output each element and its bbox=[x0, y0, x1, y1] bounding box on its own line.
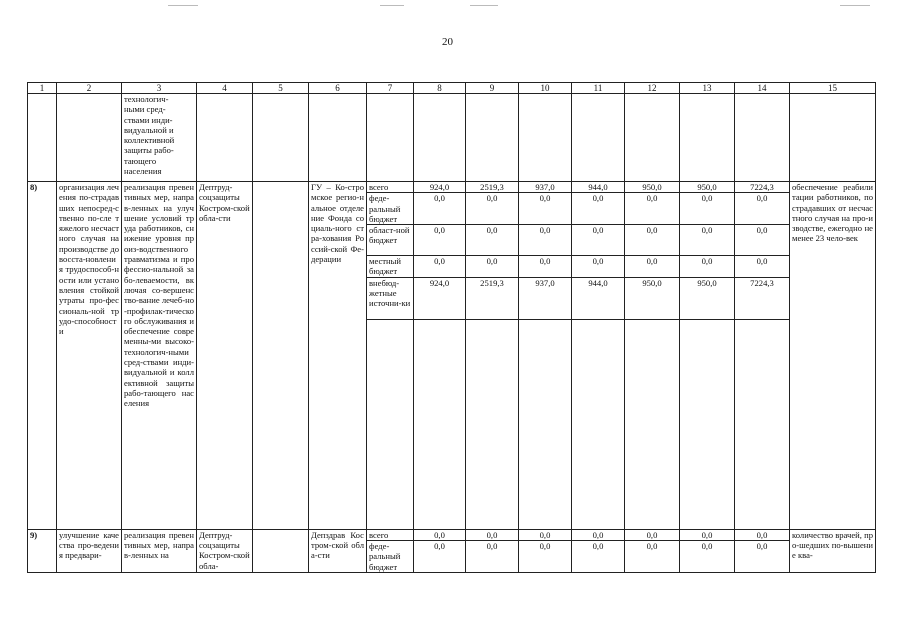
executor-text: ГУ – Ко-стромское регио-нальное отделение Фонда социаль-ного стра-хования Россий-ской Фе-дерации bbox=[309, 182, 367, 530]
scan-top-line bbox=[470, 5, 498, 6]
column-number: 15 bbox=[790, 83, 876, 94]
continuation-row bbox=[28, 94, 876, 182]
column-number-row bbox=[28, 83, 876, 94]
value-cell: 0,0 bbox=[625, 541, 680, 573]
activity-text: улучшение качества про-ведения предвари- bbox=[57, 529, 122, 572]
continuation-result-text: технологич- ными сред- ствами инди- видуальной и коллективной защиты рабо- тающего населения bbox=[122, 94, 197, 182]
value-cell: 0,0 bbox=[735, 541, 790, 573]
table-row bbox=[28, 182, 876, 193]
activity-text: организация лечения по-страдавших непосред-ственно по-сле тяжелого несчастного случая на производстве до восста-новления трудоспособ-ности или установления стойкой утраты про-фессиональ-ной трудо-способности bbox=[57, 182, 122, 530]
column-number: 1 bbox=[28, 83, 57, 94]
scan-top-line bbox=[168, 5, 198, 6]
value-cell: 950,0 bbox=[625, 277, 680, 319]
funding-source: местный бюджет bbox=[367, 256, 414, 278]
funding-source: област-ной бюджет bbox=[367, 225, 414, 256]
funding-source: всего bbox=[367, 182, 414, 193]
value-cell: 0,0 bbox=[680, 225, 735, 256]
value-cell: 924,0 bbox=[414, 182, 466, 193]
result-text: реализация превентивных мер, направ-ленных на bbox=[122, 529, 197, 572]
table-row bbox=[28, 529, 876, 540]
value-cell: 0,0 bbox=[519, 193, 572, 225]
value-cell: 0,0 bbox=[572, 529, 625, 540]
value-cell: 0,0 bbox=[680, 541, 735, 573]
value-cell: 0,0 bbox=[466, 541, 519, 573]
column-number: 11 bbox=[572, 83, 625, 94]
funding-source: внебюд-жетные источни-ки bbox=[367, 277, 414, 319]
value-cell: 0,0 bbox=[519, 529, 572, 540]
value-cell: 944,0 bbox=[572, 182, 625, 193]
value-cell: 7224,3 bbox=[735, 182, 790, 193]
value-cell: 0,0 bbox=[572, 541, 625, 573]
column-number: 12 bbox=[625, 83, 680, 94]
value-cell: 0,0 bbox=[414, 193, 466, 225]
value-cell: 0,0 bbox=[414, 529, 466, 540]
value-cell: 924,0 bbox=[414, 277, 466, 319]
value-cell: 0,0 bbox=[572, 256, 625, 278]
funding-source: всего bbox=[367, 529, 414, 540]
value-cell: 0,0 bbox=[625, 225, 680, 256]
value-cell: 950,0 bbox=[625, 182, 680, 193]
scan-top-line bbox=[380, 5, 404, 6]
value-cell: 0,0 bbox=[735, 193, 790, 225]
value-cell: 0,0 bbox=[572, 193, 625, 225]
value-cell: 7224,3 bbox=[735, 277, 790, 319]
value-cell: 0,0 bbox=[466, 256, 519, 278]
column-number: 2 bbox=[57, 83, 122, 94]
value-cell: 0,0 bbox=[625, 193, 680, 225]
row-number: 9) bbox=[28, 529, 57, 572]
value-cell: 0,0 bbox=[519, 256, 572, 278]
value-cell: 0,0 bbox=[572, 225, 625, 256]
value-cell: 950,0 bbox=[680, 182, 735, 193]
value-cell: 0,0 bbox=[625, 256, 680, 278]
value-cell: 937,0 bbox=[519, 182, 572, 193]
value-cell: 0,0 bbox=[519, 225, 572, 256]
row-number: 8) bbox=[28, 182, 57, 530]
column-number: 10 bbox=[519, 83, 572, 94]
value-cell: 0,0 bbox=[466, 529, 519, 540]
executor-text: Депздрав Костром-ской обла-сти bbox=[309, 529, 367, 572]
value-cell: 0,0 bbox=[680, 529, 735, 540]
value-cell: 944,0 bbox=[572, 277, 625, 319]
value-cell: 0,0 bbox=[466, 225, 519, 256]
column-number: 13 bbox=[680, 83, 735, 94]
value-cell: 0,0 bbox=[466, 193, 519, 225]
value-cell: 0,0 bbox=[414, 225, 466, 256]
value-cell: 0,0 bbox=[735, 256, 790, 278]
value-cell: 0,0 bbox=[735, 225, 790, 256]
value-cell: 0,0 bbox=[625, 529, 680, 540]
funding-source: феде-ральный бюджет bbox=[367, 193, 414, 225]
column-number: 3 bbox=[122, 83, 197, 94]
value-cell: 0,0 bbox=[680, 256, 735, 278]
column-number: 6 bbox=[309, 83, 367, 94]
scan-top-line bbox=[840, 5, 870, 6]
column-number: 14 bbox=[735, 83, 790, 94]
value-cell: 0,0 bbox=[414, 541, 466, 573]
column-5-cell bbox=[253, 182, 309, 530]
funding-source: феде-ральный бюджет bbox=[367, 541, 414, 573]
indicator-text: количество врачей, про-шедших по-вышение ква- bbox=[790, 529, 876, 572]
result-text: реализация превентивных мер, направ-ленных на улучшение условий труда работников, снижение уровня произ-водственного травматизма и профессио-нальной забо-леваемости, включая со-вершенство-вание лечеб-но-профилак-тического обслуживания и обеспечение современны-ми высоко-технологич-ными сред-ствами инди-видуальной и коллективной защиты рабо-тающего населения bbox=[122, 182, 197, 530]
value-cell: 2519,3 bbox=[466, 182, 519, 193]
value-cell: 0,0 bbox=[680, 193, 735, 225]
column-number: 8 bbox=[414, 83, 466, 94]
value-cell: 937,0 bbox=[519, 277, 572, 319]
coexecutor-text: Дептруд-соцзащиты Костром-ской обла-сти bbox=[197, 182, 253, 530]
value-cell: 0,0 bbox=[414, 256, 466, 278]
column-number: 4 bbox=[197, 83, 253, 94]
column-number: 9 bbox=[466, 83, 519, 94]
column-number: 5 bbox=[253, 83, 309, 94]
column-number: 7 bbox=[367, 83, 414, 94]
program-table bbox=[27, 82, 876, 573]
coexecutor-text: Дептруд-соцзащиты Костром-ской обла- bbox=[197, 529, 253, 572]
value-cell: 2519,3 bbox=[466, 277, 519, 319]
column-5-cell bbox=[253, 529, 309, 572]
indicator-text: обеспечение реабилитации работников, пострадавших от несчастного случая на про-изводстве, ежегодно не менее 23 чело-век bbox=[790, 182, 876, 530]
value-cell: 0,0 bbox=[735, 529, 790, 540]
value-cell: 0,0 bbox=[519, 541, 572, 573]
page-number: 20 bbox=[442, 36, 453, 48]
value-cell: 950,0 bbox=[680, 277, 735, 319]
